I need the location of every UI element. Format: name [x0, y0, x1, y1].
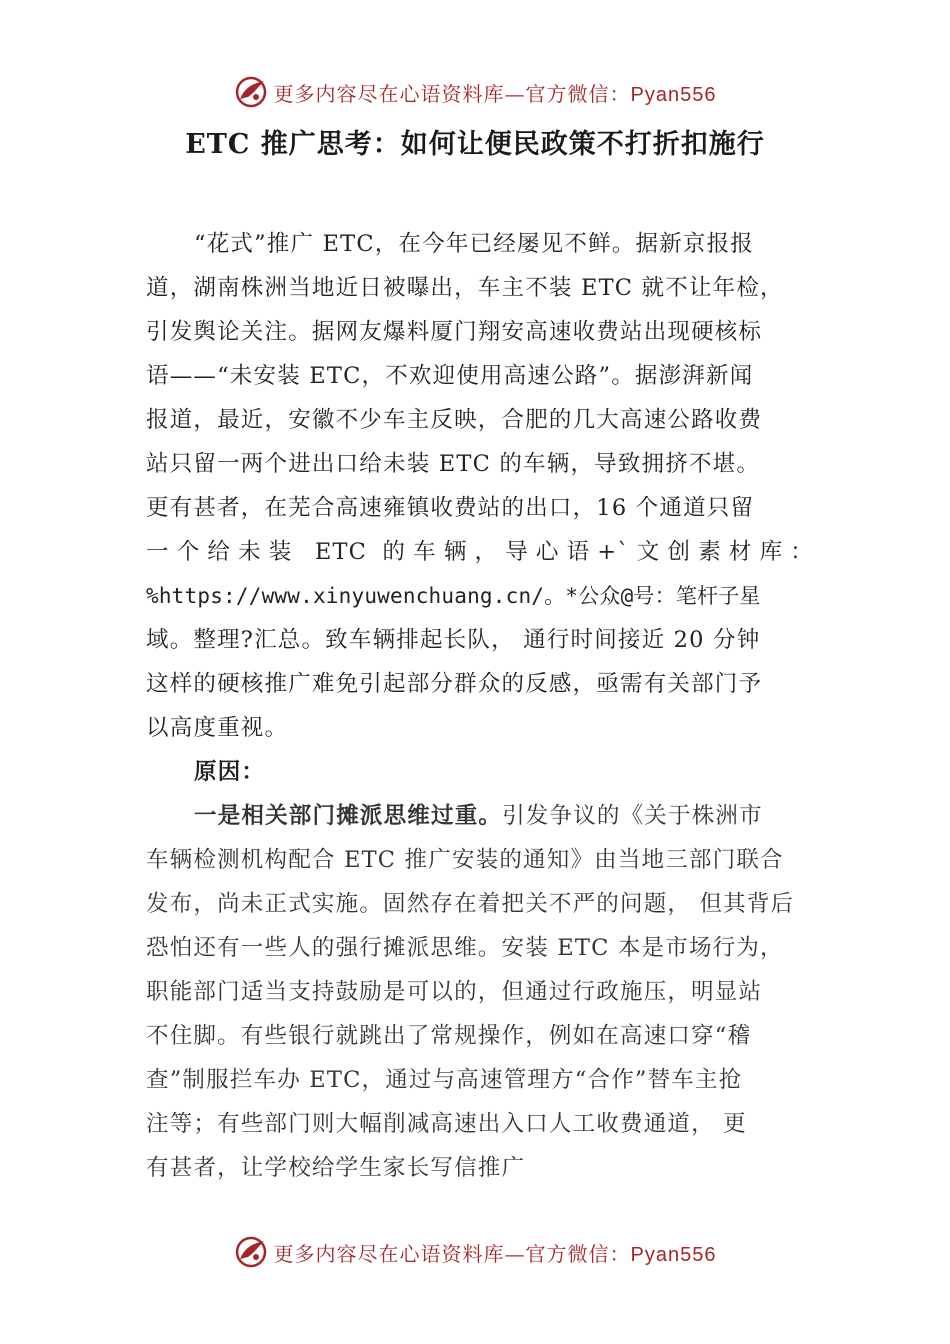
logo-icon [234, 75, 268, 109]
body-line: 不住脚。有些银行就跳出了常规操作，例如在高速口穿“稽 [146, 1023, 752, 1049]
section-heading-reasons: 原因： [194, 759, 266, 785]
logo-icon [234, 1235, 268, 1269]
body-line: 引发舆论关注。据网友爆料厦门翔安高速收费站出现硬核标 [146, 319, 763, 345]
banner-text: 更多内容尽在心语资料库—官方微信：Pyan556 [273, 1241, 717, 1266]
body-line: 域。整理?汇总。致车辆排起长队， 通行时间接近 20 分钟 [146, 627, 761, 653]
document-title: ETC 推广思考：如何让便民政策不打折扣施行 [185, 129, 765, 160]
body-line: 一是相关部门摊派思维过重。引发争议的《关于株洲市 [194, 803, 763, 829]
body-line: 站只留一两个进出口给未装 ETC 的车辆，导致拥挤不堪。 [146, 451, 761, 477]
body-line: 语——“未安装 ETC，不欢迎使用高速公路”。据澎湃新闻 [146, 363, 754, 389]
body-line: 报道，最近，安徽不少车主反映，合肥的几大高速公路收费 [146, 407, 763, 433]
point-heading: 一是相关部门摊派思维过重。 [194, 803, 503, 829]
body-line: “花式”推广 ETC，在今年已经屡见不鲜。据新京报报 [194, 231, 755, 257]
body-line: 注等；有些部门则大幅削减高速出入口人工收费通道， 更 [146, 1111, 747, 1137]
body-line: 职能部门适当支持鼓励是可以的，但通过行政施压，明显站 [146, 979, 763, 1005]
document-body [146, 222, 814, 1190]
body-line: 发布，尚未正式实施。固然存在着把关不严的问题， 但其背后 [146, 891, 795, 917]
footer-banner [0, 1232, 950, 1272]
body-line: 车辆检测机构配合 ETC 推广安装的通知》由当地三部门联合 [146, 847, 784, 873]
body-line: 更有甚者，在芜合高速雍镇收费站的出口，16 个通道只留 [146, 495, 755, 521]
banner-text: 更多内容尽在心语资料库—官方微信：Pyan556 [273, 81, 717, 106]
body-line: 恐怕还有一些人的强行摊派思维。安装 ETC 本是市场行为， [146, 935, 784, 961]
body-line: 一个给未装 ETC 的车辆，导心语+`文创素材库： [146, 539, 814, 565]
body-line: 道，湖南株洲当地近日被曝出，车主不装 ETC 就不让年检， [146, 275, 784, 301]
header-banner [0, 72, 950, 112]
body-line: %https://www.xinyuwenchuang.cn/。*公众@号：笔杆子星 [146, 584, 761, 608]
body-line: 查”制服拦车办 ETC，通过与高速管理方“合作”替车主抢 [146, 1067, 743, 1093]
body-line: 有甚者，让学校给学生家长写信推广 [146, 1155, 526, 1181]
body-line: 这样的硬核推广难免引起部分群众的反感，亟需有关部门予 [146, 671, 763, 697]
body-line: 以高度重视。 [146, 715, 289, 741]
